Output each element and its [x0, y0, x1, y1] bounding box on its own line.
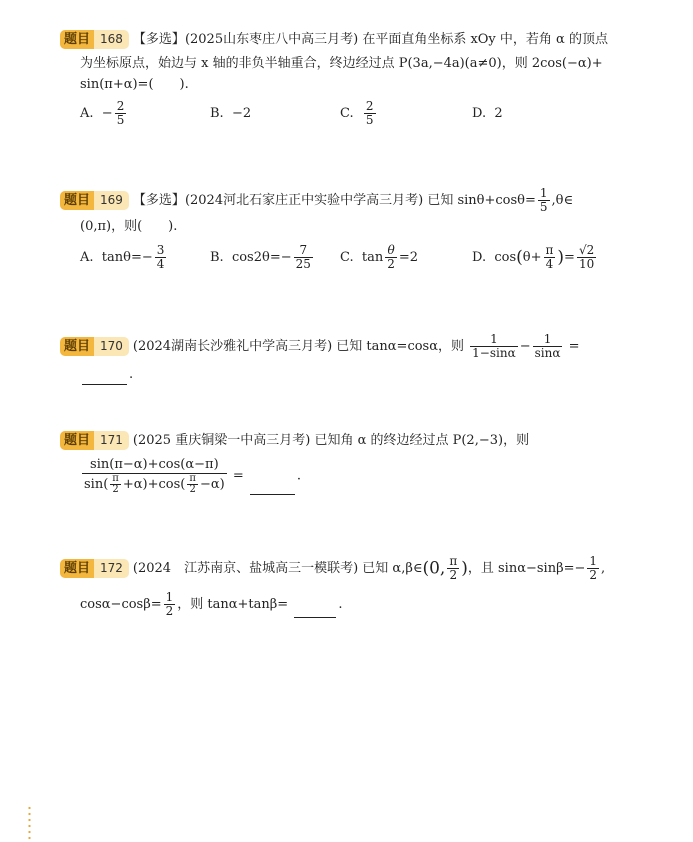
option-d: D. 2	[472, 106, 503, 121]
fraction: $\frac{\theta}{2}$	[387, 243, 395, 271]
question-type: 【多选】	[132, 193, 185, 208]
fraction: $\frac{√2}{10}$	[578, 243, 595, 271]
problem-169-line-1: 题目 169 【多选】(2024河北石家庄正中实验中学高三月考) 已知 sinθ+cosθ= $\frac{1}{5}$ ,θ∈	[60, 187, 573, 214]
fraction: $\frac{1}{2}$	[589, 554, 598, 582]
problem-tag: 题目 170	[60, 337, 129, 356]
fraction: $\frac{2}{5}$	[116, 99, 125, 127]
answer-blank	[250, 480, 295, 495]
problem-tag: 题目 169	[60, 191, 129, 210]
answer-blank	[294, 603, 336, 618]
fraction: $\frac{\pi}{2}$	[449, 554, 458, 582]
fraction: $\frac{\pi}{4}$	[545, 243, 554, 271]
question-type: 【多选】	[132, 32, 185, 47]
problem-168-line-2: 为坐标原点，始边与 x 轴的非负半轴重合，终边经过点 P(3a,−4a)(a≠0)，则 2cos(−α)+	[80, 56, 603, 71]
fraction: $\frac{1}{5}$	[539, 186, 548, 214]
fraction: $\frac{3}{4}$	[156, 243, 165, 271]
question-source: (2025山东枣庄八中高三月考)	[184, 32, 359, 47]
answer-blank	[82, 370, 127, 385]
option-a: A. − $\frac{2}{5}$	[80, 99, 125, 127]
problem-168-line-1: 题目 168 【多选】(2025山东枣庄八中高三月考) 在平面直角坐标系 xOy 中，若角 α 的顶点	[60, 30, 608, 50]
problem-170-line-2: .	[80, 365, 133, 385]
question-source: (2024河北石家庄正中实验中学高三月考)	[184, 193, 424, 208]
problem-169-line-2: (0,π)，则( ).	[80, 219, 178, 234]
question-source: (2024湖南长沙雅礼中学高三月考)	[132, 339, 333, 354]
fraction: $\frac{1}{2}$	[165, 590, 174, 618]
option-d: D. cos(θ+ $\frac{\pi}{4}$ )= $\frac{√2}{10}$	[472, 243, 595, 271]
margin-dots	[28, 805, 31, 841]
problem-tag: 题目 168	[60, 30, 129, 49]
problem-168-line-3: sin(π+α)=( ).	[80, 77, 189, 92]
problem-tag: 题目 171	[60, 431, 129, 450]
question-source: (2024 江苏南京、盐城高三一模联考)	[132, 561, 359, 576]
option-b: B. −2	[210, 106, 252, 121]
fraction: sin(π−α)+cos(α−π) sin( $\frac{\pi}{2}$ +α)+cos( $\frac{\pi}{2}$ −α)	[84, 457, 225, 495]
fraction: $\frac{1}{\sin\alpha}$	[534, 332, 561, 360]
problem-tag: 题目 172	[60, 559, 129, 578]
fraction: $\frac{1}{1-\sin\alpha}$	[472, 332, 516, 360]
option-b: B. cos2θ=− $\frac{7}{25}$	[210, 243, 311, 271]
problem-170-line-1: 题目 170 (2024湖南长沙雅礼中学高三月考) 已知 tanα=cosα，则 $\frac{1}{1-\sin\alpha}$ − $\frac{1}{\sin\alpha}$ =	[60, 333, 579, 360]
problem-172-line-1: 题目 172 (2024 江苏南京、盐城高三一模联考) 已知 α,β∈(0, $\frac{\pi}{2}$ )，且 sinα−sinβ=− $\frac{1}{2}$ ,	[60, 555, 605, 582]
problem-171-line-1: 题目 171 (2025 重庆铜梁一中高三月考) 已知角 α 的终边经过点 P(2,−3)，则	[60, 431, 529, 451]
problem-171-line-2: sin(π−α)+cos(α−π) sin( $\frac{\pi}{2}$ +α)+cos( $\frac{\pi}{2}$ −α) = .	[84, 457, 302, 495]
question-source: (2025 重庆铜梁一中高三月考)	[132, 433, 311, 448]
option-c: C. $\frac{2}{5}$	[340, 99, 374, 127]
fraction: $\frac{7}{25}$	[295, 243, 311, 271]
problem-172-line-2: cosα−cosβ= $\frac{1}{2}$ ，则 tanα+tanβ= .	[80, 590, 343, 618]
option-c: C. tan $\frac{\theta}{2}$ =2	[340, 243, 419, 271]
fraction: $\frac{2}{5}$	[365, 99, 374, 127]
option-a: A. tanθ=− $\frac{3}{4}$	[80, 243, 165, 271]
